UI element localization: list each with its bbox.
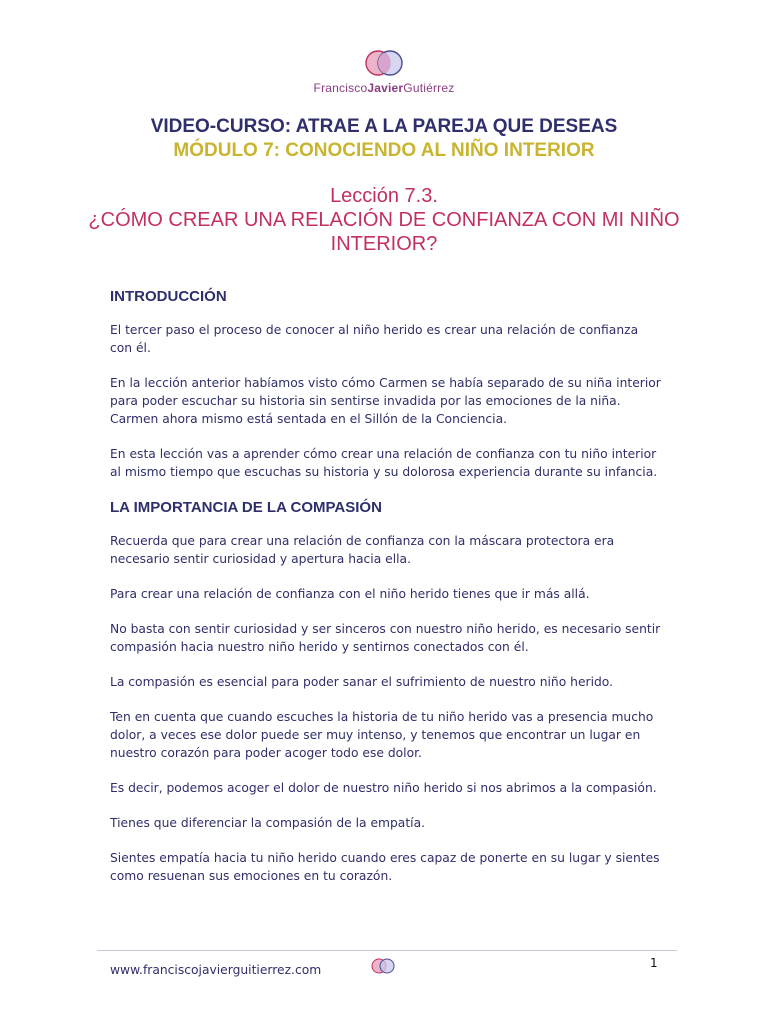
paragraph: Es decir, podemos acoger el dolor de nuestro niño herido si nos abrimos a la compasión.: [110, 781, 657, 795]
paragraph: Ten en cuenta que cuando escuches la historia de tu niño herido vas a presencia mucho dolor, a veces ese dolor puede ser muy intenso, y tenemos que encontrar un lugar en nuestro corazón para poder acoger todo ese dolor.: [110, 710, 654, 760]
footer-logo-icon: [370, 957, 396, 979]
paragraph: En la lección anterior habíamos visto cómo Carmen se había separado de su niña interior para poder escuchar su historia sin sentirse invadida por las emociones de la niña. Carmen ahora mismo está sentada en el Sillón de la Conciencia.: [110, 376, 661, 426]
section-heading-compasion: LA IMPORTANCIA DE LA COMPASIÓN: [110, 499, 382, 516]
paragraph: No basta con sentir curiosidad y ser sinceros con nuestro niño herido, es necesario sentir compasión hacia nuestro niño herido y sentirnos conectados con él.: [110, 622, 661, 654]
paragraph: Sientes empatía hacia tu niño herido cuando eres capaz de ponerte en su lugar y sientes como resuenan sus emociones en tu corazón.: [110, 851, 660, 883]
lesson-title: ¿CÓMO CREAR UNA RELACIÓN DE CONFIANZA CON MI NIÑO INTERIOR?: [88, 209, 680, 255]
document-body: [110, 287, 662, 902]
paragraph: En esta lección vas a aprender cómo crear una relación de confianza con tu niño interior al mismo tiempo que escuchas su historia y su dolorosa experiencia durante su infancia.: [110, 447, 658, 479]
footer-divider: [97, 950, 677, 951]
paragraph: El tercer paso el proceso de conocer al niño herido es crear una relación de confianza con él.: [110, 323, 639, 355]
brand-name: [0, 81, 768, 95]
brand-last-name: Gutiérrez: [403, 81, 455, 95]
paragraph: Para crear una relación de confianza con el niño herido tienes que ir más allá.: [110, 587, 590, 601]
interlocking-circles-icon: [363, 48, 405, 78]
paragraph: La compasión es esencial para poder sanar el sufrimiento de nuestro niño herido.: [110, 675, 614, 689]
footer-website-link[interactable]: www.franciscojavierguitierrez.com: [110, 963, 322, 977]
section-heading-introduccion: INTRODUCCIÓN: [110, 288, 227, 305]
brand-first-name: Francisco: [313, 81, 368, 95]
lesson-number: Lección 7.3.: [330, 185, 438, 207]
module-title: MÓDULO 7: CONOCIENDO AL NIÑO INTERIOR: [173, 140, 595, 161]
paragraph: Recuerda que para crear una relación de confianza con la máscara protectora era necesario sentir curiosidad y apertura hacia ella.: [110, 534, 615, 566]
brand-middle-name: Javier: [367, 81, 404, 95]
course-title: VIDEO-CURSO: ATRAE A LA PAREJA QUE DESEAS: [150, 116, 618, 137]
page-number: 1: [650, 956, 658, 970]
paragraph: Tienes que diferenciar la compasión de la empatía.: [110, 816, 426, 830]
brand-logo: [0, 48, 768, 95]
